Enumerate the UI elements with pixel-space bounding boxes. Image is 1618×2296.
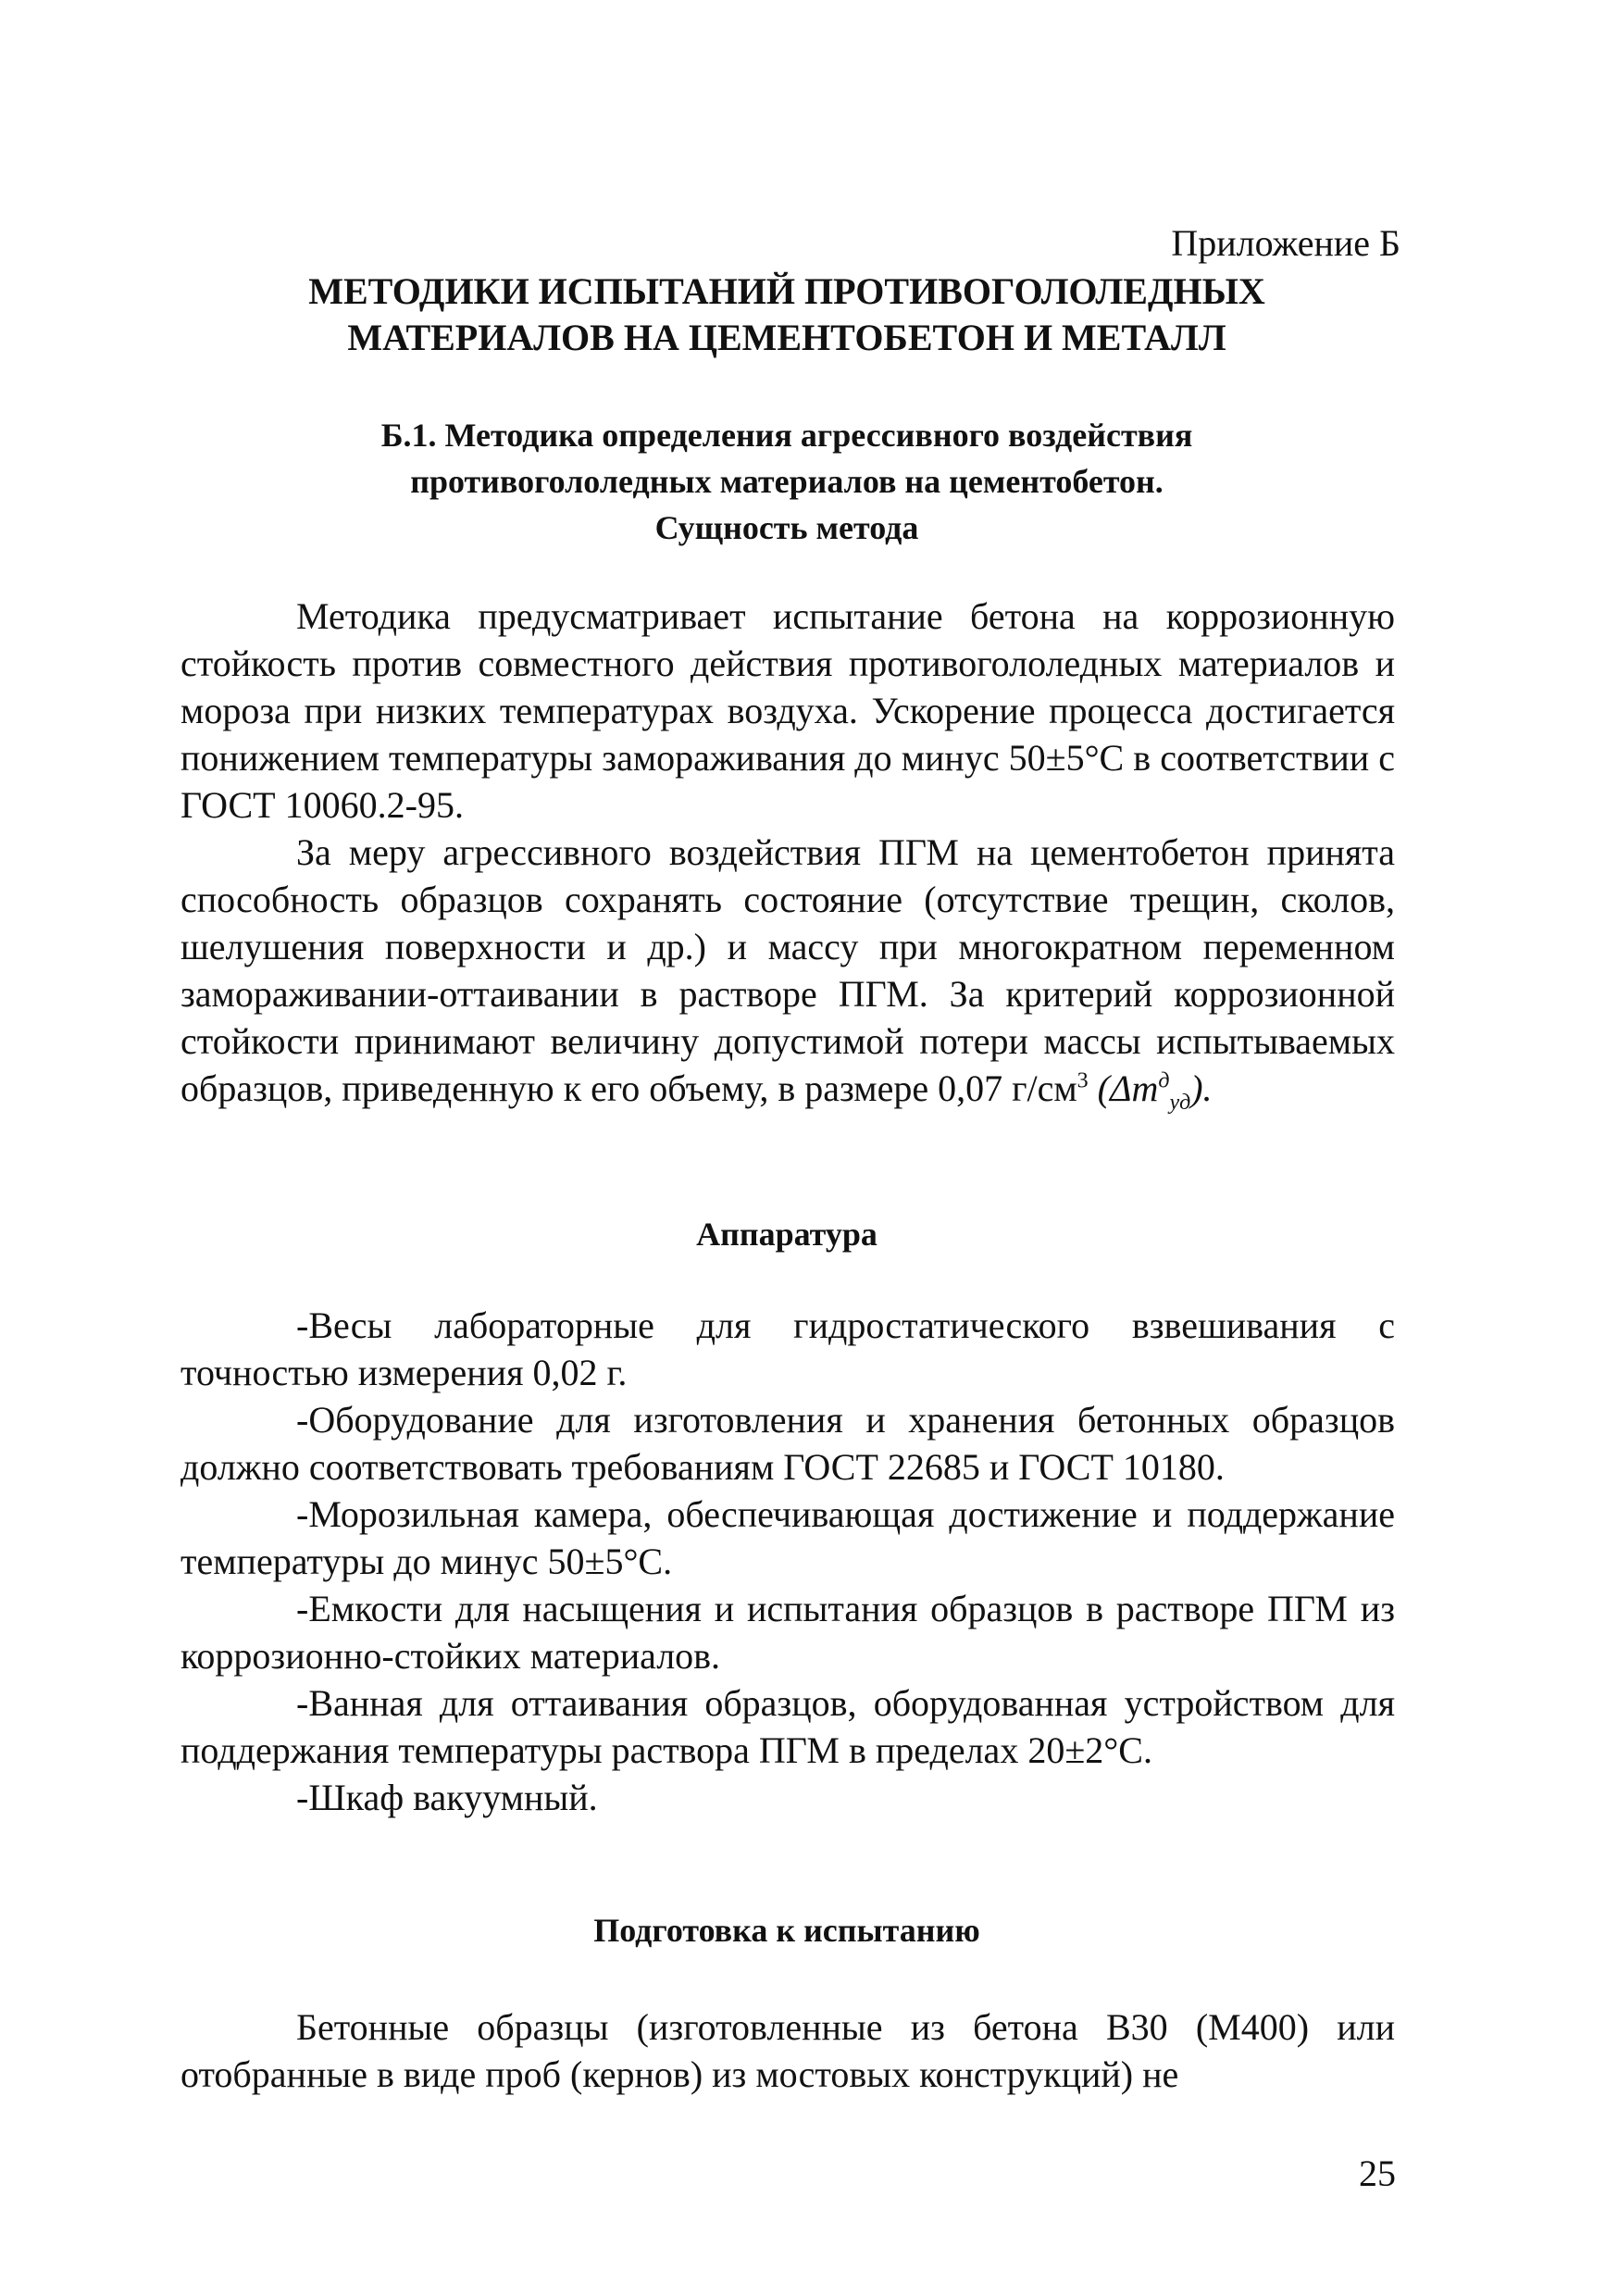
- section-title-line-3: Сущность метода: [654, 509, 919, 546]
- apparatus-item: -Емкости для насыщения и испытания образцов в растворе ПГМ из коррозионно-стойких материалов.: [180, 1588, 1395, 1677]
- section-title-line-2: противогололедных материалов на цементобетон.: [410, 463, 1164, 500]
- formula-open: (Δm: [1088, 1067, 1159, 1109]
- preparation-heading: Подготовка к испытанию: [593, 1912, 980, 1949]
- page-number: 25: [1359, 2152, 1396, 2194]
- essence-paragraph-2: [180, 829, 1395, 1115]
- appendix-label: Приложение Б: [1171, 222, 1400, 264]
- document-title: [180, 268, 1393, 361]
- apparatus-item: -Весы лабораторные для гидростатического взвешивания с точностью измерения 0,02 г.: [180, 1304, 1395, 1393]
- unit-superscript: 3: [1077, 1068, 1089, 1093]
- section-title: [180, 412, 1393, 551]
- preparation-text: [180, 2003, 1395, 2098]
- mass-loss-formula: [1088, 1067, 1213, 1115]
- formula-close: ).: [1190, 1067, 1213, 1109]
- formula-subscript: уд: [1169, 1091, 1191, 1115]
- section-title-line-1: Б.1. Методика определения агрессивного воздействия: [380, 417, 1193, 454]
- apparatus-heading: Аппаратура: [696, 1216, 877, 1253]
- document-title-line-1: МЕТОДИКИ ИСПЫТАНИЙ ПРОТИВОГОЛОЛЕДНЫХ: [308, 270, 1265, 312]
- essence-paragraph-2-text: За меру агрессивного воздействия ПГМ на цементобетон принята способность образцов сохранять состояние (отсутствие трещин, сколов, шелушения поверхности и др.) и массу при многократном переменном замораживании-оттаивании в растворе ПГМ. За критерий коррозионной стойкости принимают величину допустимой потери массы испытываемых образцов, приведенную к его объему, в размере 0,07 г/см: [180, 831, 1395, 1109]
- document-title-line-2: МАТЕРИАЛОВ НА ЦЕМЕНТОБЕТОН И МЕТАЛЛ: [347, 317, 1226, 358]
- apparatus-item: -Ванная для оттаивания образцов, оборудованная устройством для поддержания температуры раствора ПГМ в пределах 20±2°С.: [180, 1682, 1395, 1771]
- formula-superscript: д: [1158, 1068, 1170, 1093]
- preparation-paragraph-1: Бетонные образцы (изготовленные из бетона В30 (М400) или отобранные в виде проб (кернов) из мостовых конструкций) не: [180, 2006, 1395, 2095]
- essence-paragraph-1: Методика предусматривает испытание бетона на коррозионную стойкость против совместного действия противогололедных материалов и мороза при низких температурах воздуха. Ускорение процесса достигается понижением температуры замораживания до минус 50±5°С в соответствии с ГОСТ 10060.2-95.: [180, 595, 1395, 826]
- apparatus-item: -Оборудование для изготовления и хранения бетонных образцов должно соответствовать требованиям ГОСТ 22685 и ГОСТ 10180.: [180, 1399, 1395, 1488]
- apparatus-item: -Морозильная камера, обеспечивающая достижение и поддержание температуры до минус 50±5°С.: [180, 1493, 1395, 1582]
- apparatus-list: [180, 1302, 1395, 1821]
- essence-text: [180, 593, 1395, 1115]
- apparatus-item: -Шкаф вакуумный.: [296, 1777, 598, 1818]
